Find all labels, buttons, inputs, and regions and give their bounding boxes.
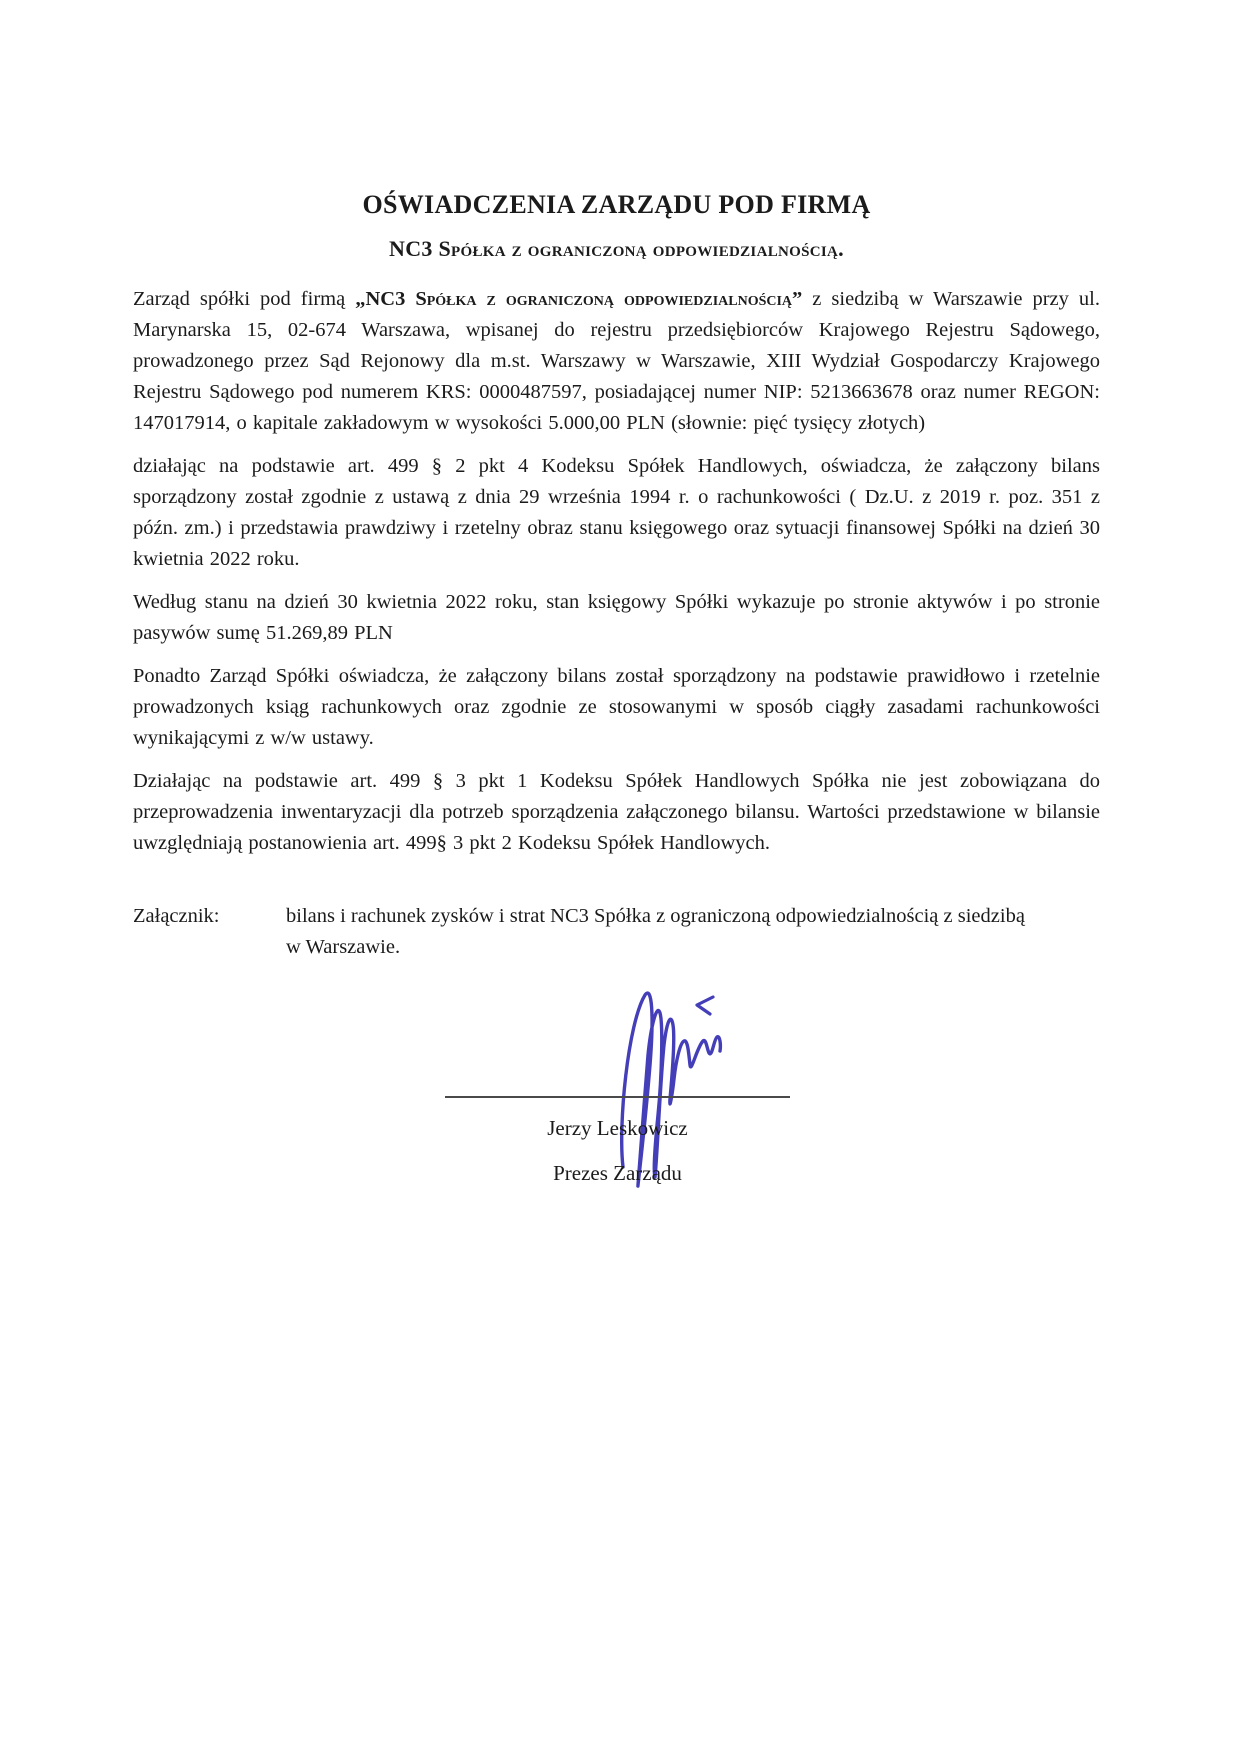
paragraph-company-details-suffix: z siedzibą w Warszawie przy ul. Marynarska 15, 02-674 Warszawa, wpisanej do rejestru przedsiębiorców Krajowego Rejestru Sądowego, prowadzonego przez Sąd Rejonowy dla m.st. Warszawy w Warszawie, XIII Wydział Gospodarczy Krajowego Rejestru Sądowego pod numerem KRS: 0000487597, posiadającej numer NIP: 5213663678 oraz numer REGON: 147017914, o kapitale zakładowym w wysokości 5.000,00 PLN (słownie: pięć tysięcy złotych) — [133, 288, 1100, 434]
paragraph-company-details-prefix: Zarząd spółki pod firmą — [133, 288, 356, 310]
attachment-text-line2: w Warszawie. — [286, 936, 401, 958]
attachment-text — [286, 901, 1100, 963]
signatory-role: Prezes Zarządu — [553, 1161, 682, 1185]
attachment-text-line1: bilans i rachunek zysków i strat NC3 Spółka z ograniczoną odpowiedzialnością z siedzibą — [286, 905, 1025, 927]
signature-arrow-mark — [697, 997, 713, 1014]
paragraph-balance-declaration: działając na podstawie art. 499 § 2 pkt 4 Kodeksu Spółek Handlowych, oświadcza, że załączony bilans sporządzony został zgodnie z ustawą z dnia 29 września 1994 r. o rachunkowości ( Dz.U. z 2019 r. poz. 351 z późn. zm.) i przedstawia prawdziwy i rzetelny obraz stanu księgowego oraz sytuacji finansowej Spółki na dzień 30 kwietnia 2022 roku. — [133, 455, 1100, 570]
document-content — [133, 0, 1100, 963]
signatory-name: Jerzy Leskowicz — [547, 1116, 688, 1140]
paragraph-inventory-declaration: Działając na podstawie art. 499 § 3 pkt 1 Kodeksu Spółek Handlowych Spółka nie jest zobowiązana do przeprowadzenia inwentaryzacji dla potrzeb sporządzenia załączonego bilansu. Wartości przedstawione w bilansie uwzględniają postanowienia art. 499§ 3 pkt 2 Kodeksu Spółek Handlowych. — [133, 770, 1100, 854]
attachment-block — [133, 901, 1100, 963]
document-title: OŚWIADCZENIA ZARZĄDU POD FIRMĄ — [362, 190, 871, 219]
paragraph-company-details — [133, 284, 1100, 439]
company-name-inline: „NC3 Spółka z ograniczoną odpowiedzialnością” — [355, 288, 803, 310]
attachment-label: Załącznik: — [133, 905, 220, 927]
paragraph-bookkeeping-declaration: Ponadto Zarząd Spółki oświadcza, że załączony bilans został sporządzony na podstawie prawidłowo i rzetelnie prowadzonych ksiąg rachunkowych oraz zgodnie ze stosowanymi w sposób ciągły zasadami rachunkowości wynikającymi z w/w ustawy. — [133, 665, 1100, 749]
paragraph-balance-sum: Według stanu na dzień 30 kwietnia 2022 roku, stan księgowy Spółki wykazuje po stronie aktywów i po stronie pasywów sumę 51.269,89 PLN — [133, 591, 1100, 644]
signature-line — [445, 1096, 790, 1098]
document-subtitle: NC3 Spółka z ograniczoną odpowiedzialnością. — [389, 236, 844, 261]
signature-scribble-stroke — [622, 993, 721, 1186]
